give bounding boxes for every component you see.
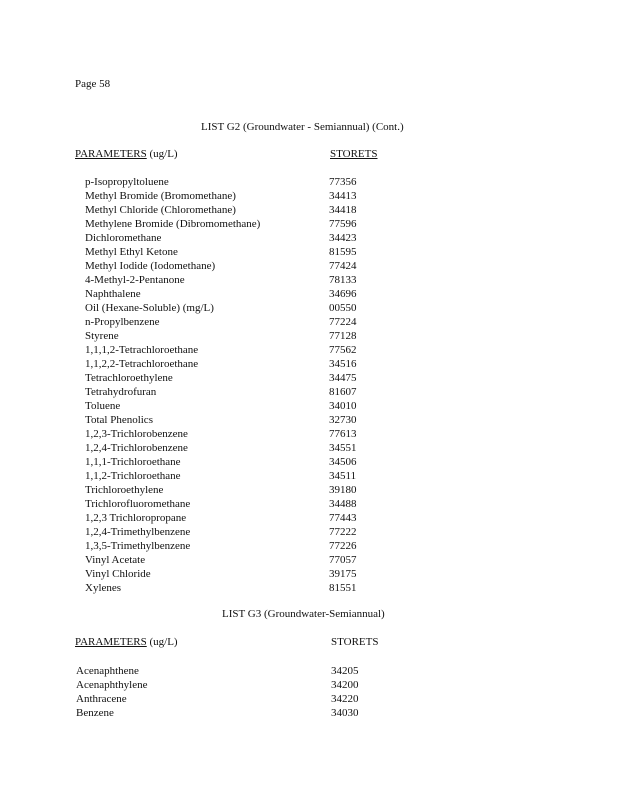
table-row [85, 469, 405, 483]
table-row [85, 231, 405, 245]
parameter-name: Styrene [85, 330, 119, 342]
list-g3-parameters-header-unit: (ug/L) [146, 636, 178, 648]
table-row [85, 413, 405, 427]
parameter-name: Dichloromethane [85, 232, 162, 244]
storet-code: 34696 [329, 288, 357, 300]
storet-code: 34010 [329, 400, 357, 412]
table-row [85, 273, 405, 287]
table-row [85, 497, 405, 511]
storet-code: 77222 [329, 526, 357, 538]
storet-code: 77224 [329, 316, 357, 328]
parameter-name: Vinyl Acetate [85, 554, 146, 566]
list-g3-table [76, 664, 396, 720]
table-row [85, 567, 405, 581]
parameter-name: Methyl Bromide (Bromomethane) [85, 190, 236, 202]
parameter-name: p-Isopropyltoluene [85, 176, 169, 188]
parameter-name: Anthracene [76, 693, 127, 705]
storet-code: 77562 [329, 344, 357, 356]
table-row [85, 427, 405, 441]
parameter-name: Acenaphthene [76, 665, 139, 677]
storet-code: 00550 [329, 302, 357, 314]
list-g2-title: LIST G2 (Groundwater - Semiannual) (Cont.) [201, 121, 404, 133]
storet-code: 34506 [329, 456, 357, 468]
storet-code: 34551 [329, 442, 357, 454]
table-row [85, 511, 405, 525]
list-g2-parameters-header [75, 148, 178, 160]
storet-code: 34205 [331, 665, 359, 677]
list-g2-parameters-header-unit: (ug/L) [146, 148, 178, 160]
parameter-name: Total Phenolics [85, 414, 153, 426]
storet-code: 81595 [329, 246, 357, 258]
parameter-name: 1,2,3 Trichloropropane [85, 512, 187, 524]
storet-code: 34418 [329, 204, 357, 216]
table-row [85, 343, 405, 357]
table-row [85, 259, 405, 273]
storet-code: 34511 [329, 470, 357, 482]
list-g2-parameters-header-label: PARAMETERS [75, 148, 147, 160]
table-row [85, 315, 405, 329]
storet-code: 39175 [329, 568, 357, 580]
parameter-name: Benzene [76, 707, 114, 719]
parameter-name: Methylene Bromide (Dibromomethane) [85, 218, 261, 230]
table-row [85, 329, 405, 343]
table-row [85, 371, 405, 385]
table-row [85, 357, 405, 371]
storet-code: 77057 [329, 554, 357, 566]
parameter-name: Trichloroethylene [85, 484, 164, 496]
table-row [85, 189, 405, 203]
list-g2-storets-header: STORETS [330, 148, 378, 160]
table-row [85, 553, 405, 567]
storet-code: 34488 [329, 498, 357, 510]
parameter-name: 1,3,5-Trimethylbenzene [85, 540, 191, 552]
storet-code: 34030 [331, 707, 359, 719]
parameter-name: Methyl Iodide (Iodomethane) [85, 260, 216, 272]
table-row [85, 399, 405, 413]
storet-code: 34516 [329, 358, 357, 370]
table-row [85, 581, 405, 595]
parameter-name: 1,1,2-Trichloroethane [85, 470, 181, 482]
table-row [76, 692, 396, 706]
table-row [85, 301, 405, 315]
parameter-name: 1,2,4-Trichlorobenzene [85, 442, 188, 454]
parameter-name: Vinyl Chloride [85, 568, 151, 580]
parameter-name: Tetrahydrofuran [85, 386, 157, 398]
storet-code: 77596 [329, 218, 357, 230]
parameter-name: 1,2,4-Trimethylbenzene [85, 526, 191, 538]
table-row [85, 203, 405, 217]
table-row [85, 287, 405, 301]
storet-code: 34413 [329, 190, 357, 202]
storet-code: 77356 [329, 176, 357, 188]
parameter-name: 1,1,2,2-Tetrachloroethane [85, 358, 199, 370]
storet-code: 77424 [329, 260, 357, 272]
table-row [85, 217, 405, 231]
table-row [76, 706, 396, 720]
parameter-name: Acenaphthylene [76, 679, 148, 691]
storet-code: 81607 [329, 386, 357, 398]
list-g3-storets-header: STORETS [331, 636, 379, 648]
table-row [85, 483, 405, 497]
table-row [76, 664, 396, 678]
storet-code: 77128 [329, 330, 357, 342]
table-row [85, 441, 405, 455]
list-g3-title: LIST G3 (Groundwater-Semiannual) [222, 608, 385, 620]
storet-code: 78133 [329, 274, 357, 286]
parameter-name: Methyl Ethyl Ketone [85, 246, 178, 258]
list-g2-table [85, 175, 405, 595]
table-row [76, 678, 396, 692]
storet-code: 81551 [329, 582, 357, 594]
table-row [85, 245, 405, 259]
parameter-name: 1,1,1,2-Tetrachloroethane [85, 344, 199, 356]
storet-code: 34423 [329, 232, 357, 244]
storet-code: 77613 [329, 428, 357, 440]
storet-code: 77226 [329, 540, 357, 552]
table-row [85, 385, 405, 399]
list-g3-parameters-header [75, 636, 178, 648]
parameter-name: Oil (Hexane-Soluble) (mg/L) [85, 302, 214, 314]
parameter-name: Tetrachloroethylene [85, 372, 173, 384]
parameter-name: 1,2,3-Trichlorobenzene [85, 428, 188, 440]
table-row [85, 525, 405, 539]
parameter-name: Methyl Chloride (Chloromethane) [85, 204, 236, 216]
table-row [85, 455, 405, 469]
table-row [85, 175, 405, 189]
parameter-name: Naphthalene [85, 288, 141, 300]
storet-code: 77443 [329, 512, 357, 524]
parameter-name: 1,1,1-Trichloroethane [85, 456, 181, 468]
list-g3-parameters-header-label: PARAMETERS [75, 636, 147, 648]
parameter-name: 4-Methyl-2-Pentanone [85, 274, 185, 286]
storet-code: 34200 [331, 679, 359, 691]
parameter-name: Trichlorofluoromethane [85, 498, 191, 510]
storet-code: 34220 [331, 693, 359, 705]
parameter-name: n-Propylbenzene [85, 316, 160, 328]
storet-code: 32730 [329, 414, 357, 426]
parameter-name: Xylenes [85, 582, 122, 594]
page-number: Page 58 [75, 78, 111, 90]
storet-code: 34475 [329, 372, 357, 384]
table-row [85, 539, 405, 553]
storet-code: 39180 [329, 484, 357, 496]
parameter-name: Toluene [85, 400, 121, 412]
